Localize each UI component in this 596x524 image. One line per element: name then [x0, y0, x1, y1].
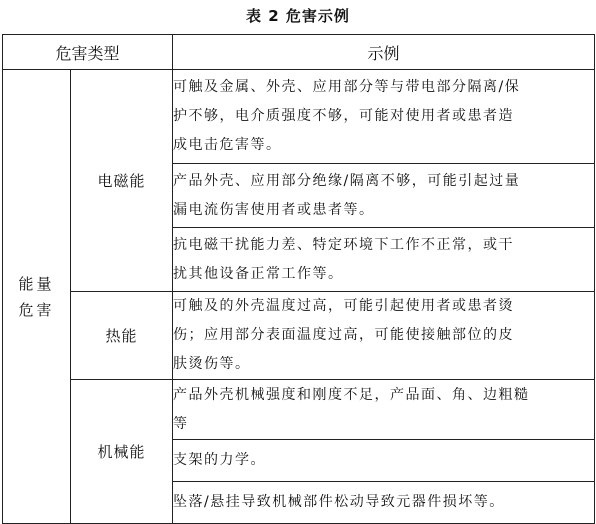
example-cell — [173, 482, 595, 524]
subcategory-thermal: 热能 — [71, 292, 173, 380]
example-line: 扰其他设备正常工作等。 — [173, 265, 344, 282]
hazard-table — [2, 34, 595, 524]
example-cell — [173, 380, 595, 440]
example-cell — [173, 70, 595, 164]
subcategory-electromagnetic: 电磁能 — [71, 70, 173, 292]
example-line: 可触及的外壳温度过高，可能引起使用者或患者烫 — [173, 298, 515, 314]
table-row — [3, 380, 595, 440]
header-row — [3, 35, 595, 70]
example-cell — [173, 440, 595, 482]
example-cell — [173, 228, 595, 292]
example-cell — [173, 164, 595, 228]
header-category: 危害类型 — [3, 35, 173, 70]
example-line: 产品外壳、应用部分绝缘/隔离不够，可能引起过量 — [173, 172, 521, 189]
example-line: 成电击危害等。 — [173, 137, 282, 153]
example-line: 漏电流伤害使用者或患者等。 — [173, 201, 375, 218]
subcategory-mechanical: 机械能 — [71, 380, 173, 524]
example-line: 伤；应用部分表面温度过高，可能使接触部位的皮 — [173, 327, 515, 343]
example-cell — [173, 292, 595, 380]
example-line: 可触及金属、外壳、应用部分等与带电部分隔离/保 — [173, 79, 521, 95]
category-cell — [3, 70, 71, 524]
table-caption: 表 2 危害示例 — [246, 7, 350, 25]
category-label-line1: 能量 — [18, 274, 55, 293]
example-line: 产品外壳机械强度和刚度不足，产品面、角、边粗糙 — [173, 386, 530, 403]
example-line: 肤烫伤等。 — [173, 356, 251, 372]
example-line: 等 — [173, 415, 189, 432]
table-row — [3, 70, 595, 164]
example-line: 抗电磁干扰能力差、特定环境下工作不正常，或干 — [173, 236, 515, 253]
example-line: 护不够，电介质强度不够，可能对使用者或患者造 — [173, 108, 515, 124]
example-line: 支架的力学。 — [173, 452, 267, 468]
example-line: 坠落/悬挂导致机械部件松动导致元器件损坏等。 — [173, 494, 505, 510]
table-row — [3, 292, 595, 380]
category-label-line2: 危害 — [18, 300, 55, 319]
header-example: 示例 — [173, 35, 595, 70]
